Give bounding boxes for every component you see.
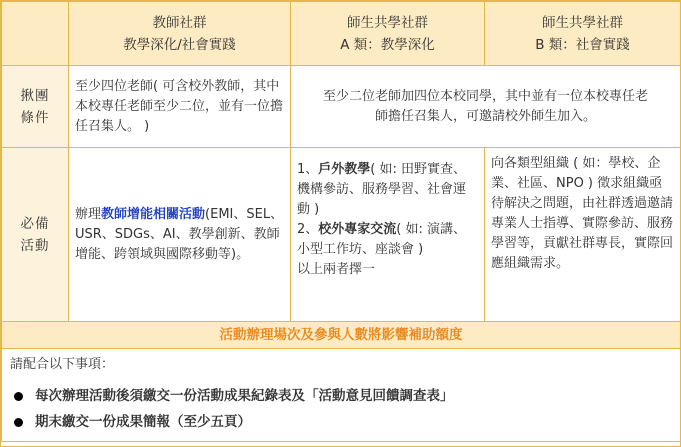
notes-item-report: [10, 383, 672, 409]
formation-row: [2, 66, 681, 148]
bullet-icon: [14, 418, 23, 427]
activity-item-outdoor-title: 戶外教學: [318, 162, 371, 177]
activities-b-cell: [485, 148, 681, 322]
notes-item-report-text: 每次辦理活動後須繳交一份活動成果紀錄表及「活動意見回饋調查表」: [35, 388, 454, 404]
header-joint-a-subtitle: A 類：教學深化: [340, 36, 435, 53]
header-row: [2, 2, 681, 66]
activities-teacher-prefix: 辦理: [75, 206, 102, 222]
formation-label-line1: 揪團: [20, 87, 50, 104]
notes-list: [10, 383, 672, 435]
formation-student-text: 至少二位老師加四位本校同學，其中並有一位本校專任老師擔任召集人，可邀請校外師生加入。: [322, 88, 648, 124]
activity-item-expert-desc: ( 如: 演講、小型工作坊、座談會 ): [297, 222, 467, 257]
formation-teacher-text: 至少四位老師( 可含校外教師，其中本校專任老師至少二位，並有一位擔任召集人。 ): [75, 78, 284, 134]
formation-student-cell: [291, 66, 681, 148]
header-joint-b-subtitle: B 類：社會實踐: [535, 36, 630, 53]
activities-label: [2, 148, 69, 322]
activities-row: [2, 148, 681, 322]
activities-teacher-cell: [69, 148, 291, 322]
header-joint-a: [291, 2, 485, 66]
activity-item-expert-number: 2、: [297, 222, 319, 237]
formation-label: [2, 66, 69, 148]
activity-item-expert: [297, 220, 478, 260]
bullet-icon: [14, 392, 23, 401]
subsidy-banner: 活動辦理場次及參與人數將影響補助額度: [2, 322, 681, 349]
formation-teacher-cell: [69, 66, 291, 148]
header-empty-cell: [2, 2, 69, 66]
header-teacher-title: 教師社群: [152, 14, 207, 31]
activity-choose-one: 以上兩者擇一: [297, 262, 376, 277]
header-joint-a-title: 師生共學社群: [347, 14, 428, 31]
teacher-development-activity: 教師增能相關活動: [101, 206, 206, 222]
header-joint-b: [485, 2, 681, 66]
subsidy-banner-row: [2, 322, 681, 349]
notes-item-presentation-text: 期末繳交一份成果簡報（至少五頁）: [35, 414, 251, 430]
activities-a-cell: [291, 148, 485, 322]
activity-item-expert-title: 校外專家交流: [318, 222, 397, 237]
activities-label-line2: 活動: [20, 237, 50, 254]
activity-item-outdoor-desc: ( 如: 田野實查、機構參訪、服務學習、社會運動 ): [297, 162, 467, 217]
activity-item-outdoor: [297, 160, 478, 220]
header-joint-b-title: 師生共學社群: [542, 14, 623, 31]
notes-title: 請配合以下事項：: [10, 357, 115, 372]
notes-row: [2, 349, 681, 442]
formation-label-line2: 條件: [20, 109, 50, 126]
activities-teacher-rest: (EMI、SEL、USR、SDGs、AI、教學創新、教師增能、跨領域與國際移動等)。: [75, 206, 284, 262]
header-teacher-subtitle: 教學深化/社會實踐: [123, 36, 236, 53]
program-requirements-table: [1, 1, 681, 442]
notes-item-presentation: [10, 409, 672, 435]
activities-label-line1: 必備: [20, 215, 50, 232]
activities-b-text: 向各類型組織 ( 如：學校、企業、社區、NPO ) 徵求組織亟待解決之問題，由社群透過邀請專業人士指導、實際參訪、服務學習等，貢獻社群專長，實際回應組織需求。: [491, 156, 674, 271]
activity-item-outdoor-number: 1、: [297, 162, 319, 177]
notes-cell: [2, 349, 681, 442]
header-teacher-community: [69, 2, 291, 66]
